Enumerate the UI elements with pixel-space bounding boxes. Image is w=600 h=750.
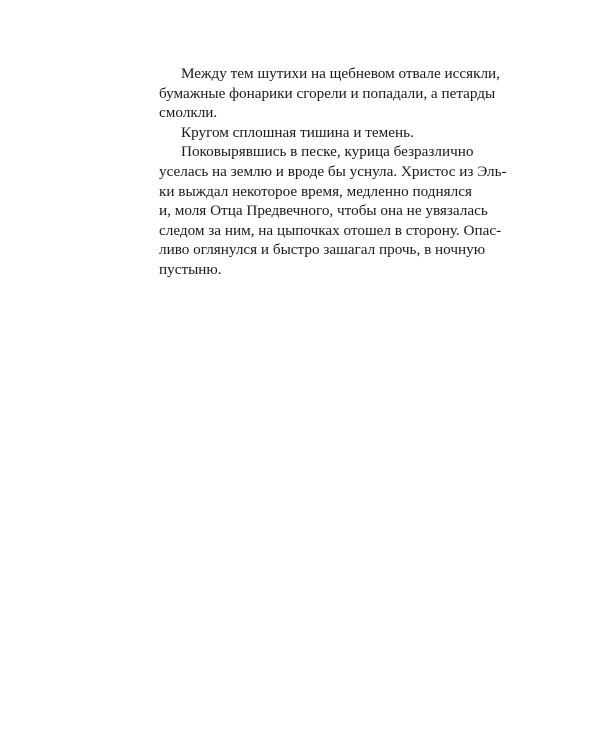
text-line: следом за ним, на цыпочках отошел в сторону. Опас- <box>159 221 502 239</box>
text-line: Поковырявшись в песке, курица безразлично <box>181 143 474 161</box>
text-line: Между тем шутихи на щебневом отвале иссякли, <box>181 65 500 82</box>
paragraph-2 <box>137 123 471 143</box>
body-text <box>137 64 507 280</box>
paragraph-1 <box>137 64 500 123</box>
text-line: ки выждал некоторое время, медленно поднялся <box>159 182 472 200</box>
text-line: бумажные фонарики сгорели и попадали, а петарды <box>159 84 496 102</box>
paragraph-3 <box>137 142 507 279</box>
text-line: смолкли. <box>159 104 218 122</box>
text-line: уселась на землю и вроде бы уснула. Христос из Эль- <box>159 162 507 180</box>
text-line: и, моля Отца Предвечного, чтобы она не увязалась <box>159 202 488 220</box>
text-line: пустыню. <box>159 260 222 278</box>
text-line: ливо оглянулся и быстро зашагал прочь, в ночную <box>159 241 486 259</box>
text-line: Кругом сплошная тишина и темень. <box>181 123 414 141</box>
